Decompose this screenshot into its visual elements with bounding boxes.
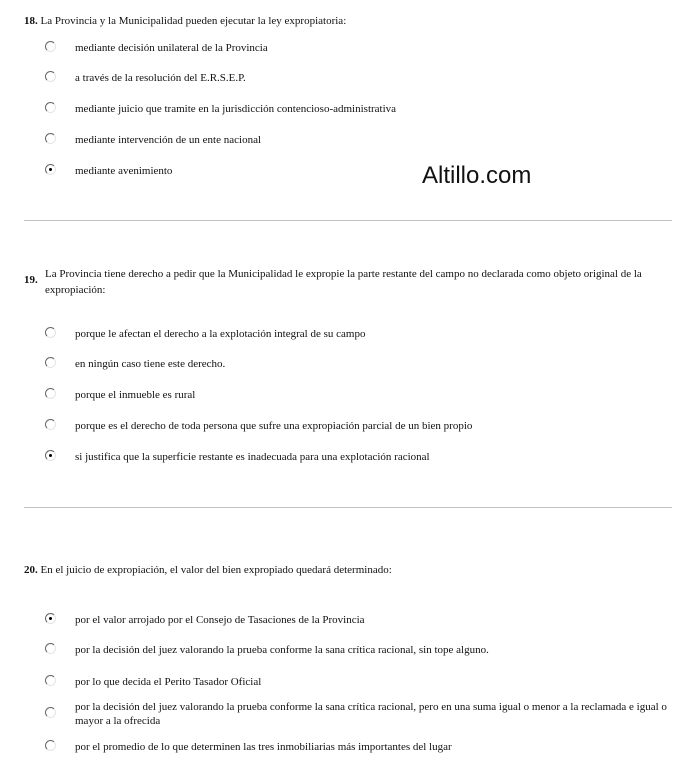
option-label: por la decisión del juez valorando la prueba conforme la sana crítica racional, pero en una suma igual o menor a la reclamada e igual o mayor a la ofrecida xyxy=(75,701,667,727)
q19-option-5[interactable] xyxy=(45,450,675,470)
radio-dot-icon xyxy=(49,168,52,171)
q18-option-3[interactable] xyxy=(45,102,675,122)
option-label: porque el inmueble es rural xyxy=(75,389,196,401)
radio-button[interactable] xyxy=(45,102,56,113)
option-label: mediante intervención de un ente nacional xyxy=(75,134,262,146)
option-label: por la decisión del juez valorando la prueba conforme la sana crítica racional, sin tope alguno. xyxy=(75,644,489,656)
option-label: mediante avenimiento xyxy=(75,165,173,177)
radio-button[interactable] xyxy=(45,164,56,175)
radio-button[interactable] xyxy=(45,357,56,368)
question-20-title xyxy=(24,562,392,578)
radio-button[interactable] xyxy=(45,133,56,144)
radio-dot-icon xyxy=(49,617,52,620)
option-label: porque le afectan el derecho a la explotación integral de su campo xyxy=(75,328,366,340)
watermark-text: Altillo.com xyxy=(422,162,532,189)
q18-option-2[interactable] xyxy=(45,71,675,91)
radio-button[interactable] xyxy=(45,41,56,52)
radio-button[interactable] xyxy=(45,740,56,751)
option-label: mediante juicio que tramite en la jurisdicción contencioso-administrativa xyxy=(75,103,397,115)
question-text: La Provincia y la Municipalidad pueden ejecutar la ley expropiatoria: xyxy=(40,15,347,27)
radio-button[interactable] xyxy=(45,419,56,430)
q20-option-5[interactable] xyxy=(45,740,675,760)
radio-button[interactable] xyxy=(45,613,56,624)
option-label: a través de la resolución del E.R.S.E.P. xyxy=(75,72,246,84)
option-label: por el valor arrojado por el Consejo de Tasaciones de la Provincia xyxy=(75,614,365,626)
q20-option-3[interactable] xyxy=(45,675,675,695)
radio-button[interactable] xyxy=(45,71,56,82)
question-text: En el juicio de expropiación, el valor del bien expropiado quedará determinado: xyxy=(40,564,392,576)
question-text: La Provincia tiene derecho a pedir que la Municipalidad le expropie la parte restante del campo no declarada como objeto original de la expropiación: xyxy=(45,268,642,296)
q20-option-4[interactable] xyxy=(45,700,675,732)
q18-option-4[interactable] xyxy=(45,133,675,153)
option-label: por el promedio de lo que determinen las tres inmobiliarias más importantes del lugar xyxy=(75,741,452,753)
radio-button[interactable] xyxy=(45,643,56,654)
option-label: mediante decisión unilateral de la Provincia xyxy=(75,42,268,54)
q18-option-1[interactable] xyxy=(45,41,675,61)
option-label: porque es el derecho de toda persona que sufre una expropiación parcial de un bien propio xyxy=(75,420,473,432)
radio-button[interactable] xyxy=(45,388,56,399)
radio-button[interactable] xyxy=(45,327,56,338)
q20-option-1[interactable] xyxy=(45,613,675,633)
q19-option-4[interactable] xyxy=(45,419,675,439)
option-label: por lo que decida el Perito Tasador Oficial xyxy=(75,676,262,688)
radio-button[interactable] xyxy=(45,707,56,718)
q18-option-5[interactable] xyxy=(45,164,675,184)
radio-button[interactable] xyxy=(45,675,56,686)
question-number: 18. xyxy=(24,15,38,27)
q19-option-2[interactable] xyxy=(45,357,675,377)
radio-button[interactable] xyxy=(45,450,56,461)
q19-option-1[interactable] xyxy=(45,327,675,347)
q20-option-2[interactable] xyxy=(45,643,675,663)
divider xyxy=(24,507,672,508)
q19-option-3[interactable] xyxy=(45,388,675,408)
question-18-title xyxy=(24,13,346,29)
question-number: 19. xyxy=(24,274,38,286)
option-label: en ningún caso tiene este derecho. xyxy=(75,358,226,370)
divider xyxy=(24,220,672,221)
radio-dot-icon xyxy=(49,454,52,457)
question-number: 20. xyxy=(24,564,38,576)
option-label: si justifica que la superficie restante es inadecuada para una explotación racional xyxy=(75,451,430,463)
